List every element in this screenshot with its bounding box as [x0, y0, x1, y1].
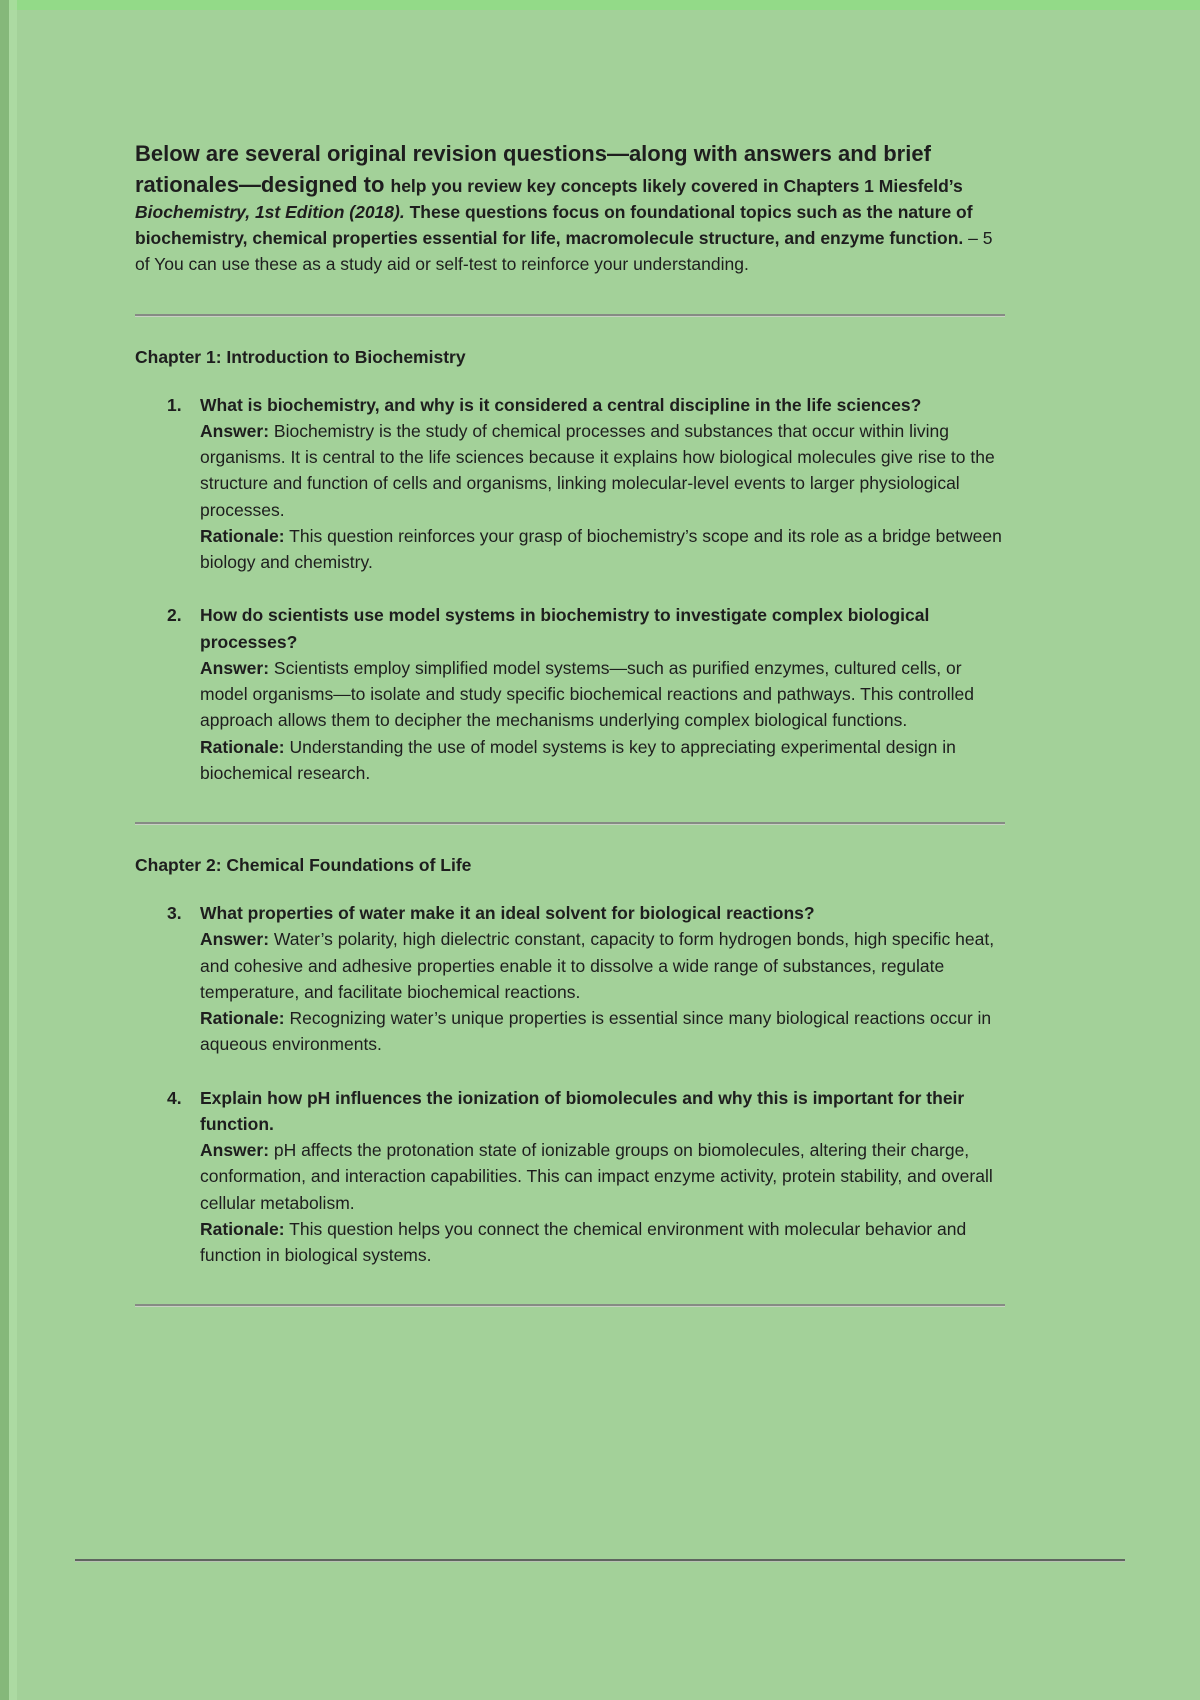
rationale-text: Understanding the use of model systems is key to appreciating experimental design in biochemical research. [200, 736, 956, 783]
question-title: How do scientists use model systems in biochemistry to investigate complex biological processes? [200, 605, 930, 652]
question-item [135, 392, 1005, 576]
answer-block [200, 1137, 1005, 1216]
rationale-label: Rationale: [200, 736, 285, 757]
rationale-block [200, 1005, 1005, 1058]
section-heading: Chapter 2: Chemical Foundations of Life [135, 855, 472, 876]
question-number: 2. [167, 605, 182, 626]
question-number: 3. [167, 903, 182, 924]
intro-bold-text-2: These questions focus on foundational topics such as the nature of biochemistry, chemical properties essential for life, macromolecule structure, and enzyme function. [135, 202, 973, 249]
intro-paragraph [135, 138, 1005, 278]
answer-block [200, 418, 1005, 523]
answer-block [200, 655, 1005, 734]
section-divider [135, 822, 1005, 825]
answer-label: Answer: [200, 420, 270, 441]
section-chapter-1 [135, 347, 1005, 787]
question-number: 4. [167, 1087, 182, 1108]
question-item [135, 900, 1005, 1058]
question-title: Explain how pH influences the ionization of biomolecules and why this is important for their function. [200, 1087, 965, 1134]
rationale-label: Rationale: [200, 1008, 285, 1029]
question-title: What properties of water make it an ideal solvent for biological reactions? [200, 903, 815, 924]
answer-label: Answer: [200, 1140, 270, 1161]
page-bottom-rule [75, 1559, 1125, 1562]
question-item [135, 602, 1005, 786]
rationale-block [200, 1216, 1005, 1269]
intro-regular-text: – 5 of You can use these as a study aid or self-test to reinforce your understanding. [135, 228, 993, 274]
answer-text: Scientists employ simplified model systems—such as purified enzymes, cultured cells, or model organisms—to isolate and study specific biochemical reactions and pathways. This controlled approach allows them to decipher the mechanisms underlying complex biological functions. [200, 657, 974, 731]
section-chapter-2 [135, 855, 1005, 1268]
section-divider [135, 1304, 1005, 1307]
answer-label: Answer: [200, 657, 270, 678]
answer-label: Answer: [200, 929, 270, 950]
rationale-label: Rationale: [200, 525, 285, 546]
rationale-block [200, 523, 1005, 576]
rationale-text: This question reinforces your grasp of biochemistry’s scope and its role as a bridge between biology and chemistry. [200, 525, 1002, 573]
answer-text: pH affects the protonation state of ionizable groups on biomolecules, altering their charge, conformation, and interaction capabilities. This can impact enzyme activity, protein stability, and overall cellular metabolism. [200, 1140, 993, 1213]
question-title: What is biochemistry, and why is it considered a central discipline in the life sciences? [200, 394, 922, 415]
rationale-label: Rationale: [200, 1218, 285, 1239]
intro-lead-text: Below are several original revision questions—along with answers and brief rationales—designed to [135, 141, 931, 198]
rationale-text: This question helps you connect the chemical environment with molecular behavior and function in biological systems. [200, 1218, 967, 1266]
question-number: 1. [167, 394, 182, 415]
answer-text: Biochemistry is the study of chemical processes and substances that occur within living organisms. It is central to the life sciences because it explains how biological molecules give rise to the structure and function of cells and organisms, linking molecular-level events to larger physiological processes. [200, 420, 995, 520]
rationale-text: Recognizing water’s unique properties is essential since many biological reactions occur in aqueous environments. [200, 1008, 992, 1055]
rationale-block [200, 734, 1005, 787]
answer-block [200, 926, 1005, 1005]
section-divider [135, 314, 1005, 317]
section-heading: Chapter 1: Introduction to Biochemistry [135, 346, 466, 367]
question-item [135, 1085, 1005, 1269]
intro-bold-text: help you review key concepts likely covered in Chapters 1 Miesfeld’s [390, 176, 963, 197]
answer-text: Water’s polarity, high dielectric constant, capacity to form hydrogen bonds, high specific heat, and cohesive and adhesive properties enable it to dissolve a wide range of substances, regulate temperature, and facilitate biochemical reactions. [200, 929, 995, 1002]
intro-book-title: Biochemistry, 1st Edition (2018). [135, 202, 405, 223]
